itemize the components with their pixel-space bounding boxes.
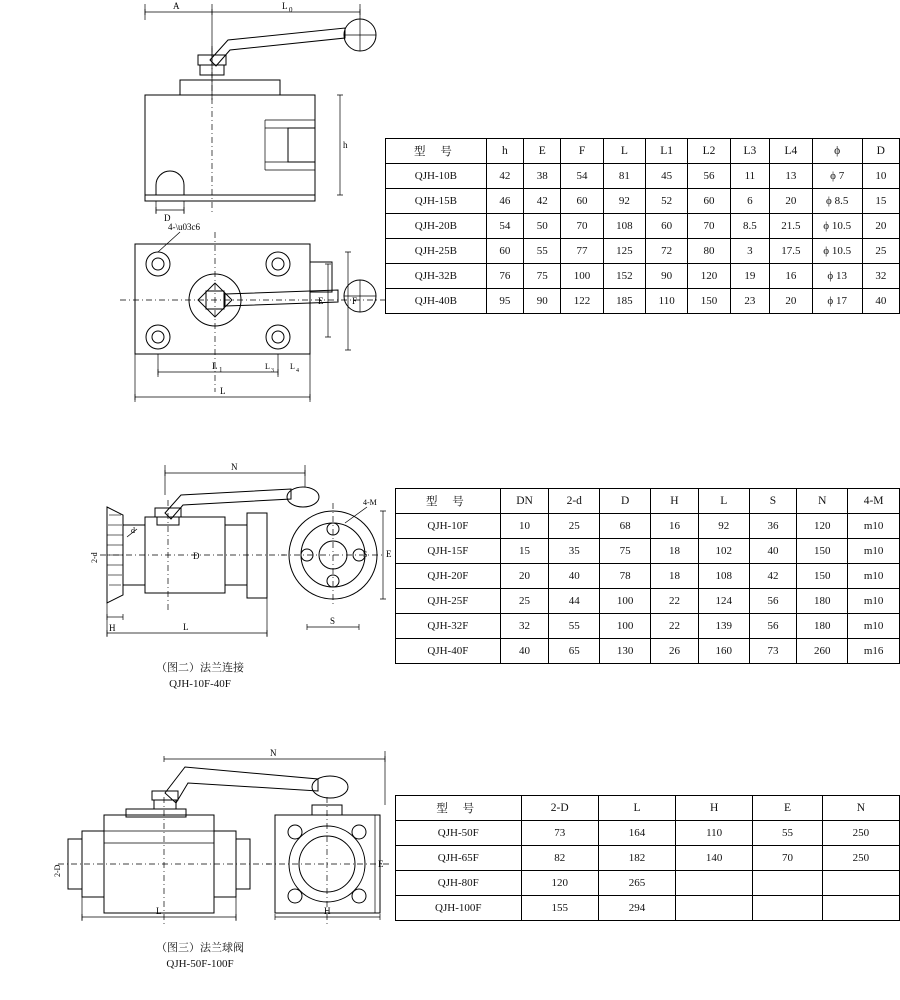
table2-r2-c2: 40 — [549, 564, 600, 589]
table3-r1-c5: 250 — [822, 846, 899, 871]
table3-r3-c5 — [822, 896, 899, 921]
svg-text:d: d — [131, 526, 135, 535]
table3-r0-c3: 110 — [676, 821, 753, 846]
table1-r1-c7: 6 — [730, 189, 769, 214]
table3-r0-c2: 164 — [598, 821, 675, 846]
table1-r1-c0: QJH-15B — [386, 189, 487, 214]
table2-r3-c4: 22 — [651, 589, 699, 614]
table3-r2-c3 — [676, 871, 753, 896]
table2-r3-c8: m10 — [848, 589, 900, 614]
table1-r0-c4: 81 — [603, 164, 645, 189]
svg-text:1: 1 — [219, 366, 223, 374]
table1-r0-c2: 38 — [524, 164, 561, 189]
table2-r0-c5: 92 — [698, 514, 749, 539]
table2-r1-c2: 35 — [549, 539, 600, 564]
table-row — [396, 871, 900, 896]
table1-r4-c1: 76 — [486, 264, 523, 289]
table2-r4-c4: 22 — [651, 614, 699, 639]
svg-text:L: L — [290, 362, 295, 371]
table1-r5-c7: 23 — [730, 289, 769, 314]
svg-text:4: 4 — [296, 368, 299, 374]
table3-r3-c0: QJH-100F — [396, 896, 522, 921]
table2-r4-c8: m10 — [848, 614, 900, 639]
spec-table-3 — [395, 795, 900, 921]
svg-text:A: A — [173, 1, 180, 11]
table1-r4-c6: 120 — [688, 264, 730, 289]
table3-r3-c4 — [753, 896, 823, 921]
table3-header-4: E — [753, 796, 823, 821]
table1-r1-c8: 20 — [770, 189, 813, 214]
table1-r1-c4: 92 — [603, 189, 645, 214]
table1-r3-c4: 125 — [603, 239, 645, 264]
table2-r2-c0: QJH-20F — [396, 564, 501, 589]
table2-r4-c1: 32 — [500, 614, 549, 639]
table1-r5-c0: QJH-40B — [386, 289, 487, 314]
table3-r1-c0: QJH-65F — [396, 846, 522, 871]
svg-text:4-M: 4-M — [363, 498, 377, 507]
table-header-row — [386, 139, 900, 164]
table3-r2-c5 — [822, 871, 899, 896]
table1-r2-c4: 108 — [603, 214, 645, 239]
table-row — [386, 239, 900, 264]
spec-table-2 — [395, 488, 900, 664]
table2-r3-c1: 25 — [500, 589, 549, 614]
table2-r2-c5: 108 — [698, 564, 749, 589]
table1-header-3: F — [561, 139, 603, 164]
svg-text:L: L — [156, 906, 162, 916]
table2-r3-c2: 44 — [549, 589, 600, 614]
svg-text:h: h — [343, 140, 348, 150]
svg-text:2-d: 2-d — [90, 552, 99, 563]
svg-text:E: E — [386, 549, 392, 559]
table1-r3-c5: 72 — [646, 239, 688, 264]
table3-r0-c4: 55 — [753, 821, 823, 846]
table1-r4-c9: ϕ 13 — [812, 264, 862, 289]
table2-r4-c5: 139 — [698, 614, 749, 639]
table1-r4-c4: 152 — [603, 264, 645, 289]
figure-3-caption-line1: （图三）法兰球阀 — [156, 942, 244, 954]
table2-r1-c4: 18 — [651, 539, 699, 564]
figure-1-drawing — [60, 0, 390, 430]
table-row — [386, 189, 900, 214]
table2-header-8: 4-M — [848, 489, 900, 514]
svg-text:N: N — [270, 748, 277, 758]
table2-r3-c7: 180 — [797, 589, 848, 614]
table1-r3-c2: 55 — [524, 239, 561, 264]
table1-r3-c6: 80 — [688, 239, 730, 264]
table3-r1-c2: 182 — [598, 846, 675, 871]
table1-r2-c10: 20 — [862, 214, 899, 239]
svg-text:L: L — [220, 386, 226, 396]
table1-r3-c1: 60 — [486, 239, 523, 264]
figure-3-caption — [105, 940, 295, 972]
table1-r4-c0: QJH-32B — [386, 264, 487, 289]
table1-r5-c4: 185 — [603, 289, 645, 314]
table-header-row — [396, 796, 900, 821]
table3-r3-c2: 294 — [598, 896, 675, 921]
table1-r0-c1: 42 — [486, 164, 523, 189]
table2-r5-c7: 260 — [797, 639, 848, 664]
table1-r5-c10: 40 — [862, 289, 899, 314]
table2-r4-c3: 100 — [600, 614, 651, 639]
svg-text:L: L — [265, 362, 270, 371]
figure-2-caption-line1: （图二）法兰连接 — [156, 662, 244, 674]
table3-r1-c1: 82 — [521, 846, 598, 871]
table2-header-2: 2-d — [549, 489, 600, 514]
table2-r5-c4: 26 — [651, 639, 699, 664]
table1-r5-c2: 90 — [524, 289, 561, 314]
table3-r2-c1: 120 — [521, 871, 598, 896]
table2-r2-c7: 150 — [797, 564, 848, 589]
figure-2-caption — [110, 660, 290, 692]
table2-r5-c5: 160 — [698, 639, 749, 664]
table2-r5-c6: 73 — [749, 639, 797, 664]
table2-header-1: DN — [500, 489, 549, 514]
table2-r5-c2: 65 — [549, 639, 600, 664]
table3-header-5: N — [822, 796, 899, 821]
figure-3-caption-line2: QJH-50F-100F — [166, 958, 234, 970]
table-row — [386, 164, 900, 189]
table1-r1-c2: 42 — [524, 189, 561, 214]
table2-r1-c0: QJH-15F — [396, 539, 501, 564]
table2-r2-c6: 42 — [749, 564, 797, 589]
table3-r2-c0: QJH-80F — [396, 871, 522, 896]
table2-r5-c1: 40 — [500, 639, 549, 664]
table2-r2-c4: 18 — [651, 564, 699, 589]
table1-r0-c3: 54 — [561, 164, 603, 189]
table1-r3-c7: 3 — [730, 239, 769, 264]
table2-r2-c3: 78 — [600, 564, 651, 589]
table3-r0-c5: 250 — [822, 821, 899, 846]
table1-r3-c8: 17.5 — [770, 239, 813, 264]
table1-r0-c7: 11 — [730, 164, 769, 189]
table1-header-5: L1 — [646, 139, 688, 164]
svg-text:2-D: 2-D — [53, 864, 62, 877]
table2-header-5: L — [698, 489, 749, 514]
svg-text:N: N — [231, 462, 238, 472]
table2-r4-c2: 55 — [549, 614, 600, 639]
table1-header-7: L3 — [730, 139, 769, 164]
table1-r1-c10: 15 — [862, 189, 899, 214]
svg-text:D: D — [164, 213, 171, 223]
spec-table-1 — [385, 138, 900, 314]
table1-r0-c6: 56 — [688, 164, 730, 189]
table3-r2-c4 — [753, 871, 823, 896]
table1-r1-c9: ϕ 8.5 — [812, 189, 862, 214]
table1-header-8: L4 — [770, 139, 813, 164]
table1-r1-c1: 46 — [486, 189, 523, 214]
table1-r4-c5: 90 — [646, 264, 688, 289]
table-row — [396, 821, 900, 846]
table-row — [396, 589, 900, 614]
svg-text:H: H — [109, 623, 116, 633]
table3-header-2: L — [598, 796, 675, 821]
svg-text:S: S — [330, 616, 336, 626]
table1-r2-c6: 70 — [688, 214, 730, 239]
table2-header-6: S — [749, 489, 797, 514]
table3-r0-c1: 73 — [521, 821, 598, 846]
table2-r1-c3: 75 — [600, 539, 651, 564]
table1-r2-c5: 60 — [646, 214, 688, 239]
table-row — [396, 514, 900, 539]
table1-r5-c3: 122 — [561, 289, 603, 314]
table1-r3-c3: 77 — [561, 239, 603, 264]
table3-r0-c0: QJH-50F — [396, 821, 522, 846]
svg-text:D: D — [193, 551, 200, 561]
table1-r1-c3: 60 — [561, 189, 603, 214]
table-row — [386, 214, 900, 239]
table1-r2-c8: 21.5 — [770, 214, 813, 239]
table1-r5-c8: 20 — [770, 289, 813, 314]
table2-r0-c8: m10 — [848, 514, 900, 539]
table2-r2-c1: 20 — [500, 564, 549, 589]
table2-r0-c0: QJH-10F — [396, 514, 501, 539]
svg-text:4-\u03c6: 4-\u03c6 — [168, 222, 200, 232]
svg-text:L: L — [183, 622, 189, 632]
table2-r1-c6: 40 — [749, 539, 797, 564]
svg-text:H: H — [324, 906, 331, 916]
table-row — [396, 846, 900, 871]
table1-r2-c9: ϕ 10.5 — [812, 214, 862, 239]
table2-r3-c6: 56 — [749, 589, 797, 614]
svg-text:E: E — [318, 296, 324, 306]
svg-text:L: L — [282, 1, 288, 11]
table1-header-6: L2 — [688, 139, 730, 164]
table3-header-3: H — [676, 796, 753, 821]
table-row — [396, 564, 900, 589]
figure-2-caption-line2: QJH-10F-40F — [169, 678, 231, 690]
table1-r2-c3: 70 — [561, 214, 603, 239]
table2-r4-c7: 180 — [797, 614, 848, 639]
table1-r4-c8: 16 — [770, 264, 813, 289]
table1-r5-c1: 95 — [486, 289, 523, 314]
table1-r0-c0: QJH-10B — [386, 164, 487, 189]
table1-header-1: h — [486, 139, 523, 164]
table1-header-4: L — [603, 139, 645, 164]
table2-r3-c0: QJH-25F — [396, 589, 501, 614]
table2-r3-c5: 124 — [698, 589, 749, 614]
table2-r4-c0: QJH-32F — [396, 614, 501, 639]
table2-r5-c8: m16 — [848, 639, 900, 664]
table-row — [396, 896, 900, 921]
table2-header-0: 型 号 — [425, 496, 470, 508]
table1-r0-c5: 45 — [646, 164, 688, 189]
table1-r2-c2: 50 — [524, 214, 561, 239]
table1-r0-c9: ϕ 7 — [812, 164, 862, 189]
table2-header-7: N — [797, 489, 848, 514]
table1-r2-c0: QJH-20B — [386, 214, 487, 239]
table1-r2-c1: 54 — [486, 214, 523, 239]
table-row — [386, 264, 900, 289]
svg-text:L: L — [212, 361, 218, 371]
table2-r5-c0: QJH-40F — [396, 639, 501, 664]
table-row — [396, 539, 900, 564]
table2-r5-c3: 130 — [600, 639, 651, 664]
table1-r1-c5: 52 — [646, 189, 688, 214]
table2-r1-c1: 15 — [500, 539, 549, 564]
svg-text:S: S — [363, 550, 368, 559]
table-row — [386, 289, 900, 314]
table1-r5-c6: 150 — [688, 289, 730, 314]
table3-r1-c3: 140 — [676, 846, 753, 871]
table-row — [396, 639, 900, 664]
table2-header-3: D — [600, 489, 651, 514]
table3-header-0: 型 号 — [436, 803, 481, 815]
table3-r3-c3 — [676, 896, 753, 921]
figure-3-drawing — [30, 735, 390, 930]
table1-r4-c10: 32 — [862, 264, 899, 289]
table2-r1-c5: 102 — [698, 539, 749, 564]
table2-r0-c4: 16 — [651, 514, 699, 539]
figure-2-drawing — [45, 455, 395, 655]
table1-r0-c10: 10 — [862, 164, 899, 189]
table2-r4-c6: 56 — [749, 614, 797, 639]
table2-r1-c8: m10 — [848, 539, 900, 564]
table2-r2-c8: m10 — [848, 564, 900, 589]
table2-r0-c6: 36 — [749, 514, 797, 539]
table2-header-4: H — [651, 489, 699, 514]
table1-r4-c7: 19 — [730, 264, 769, 289]
table2-r0-c3: 68 — [600, 514, 651, 539]
table-row — [396, 614, 900, 639]
svg-text:F: F — [352, 296, 358, 306]
table1-header-9: ϕ — [812, 139, 862, 164]
table1-r3-c9: ϕ 10.5 — [812, 239, 862, 264]
table2-r3-c3: 100 — [600, 589, 651, 614]
table1-r3-c0: QJH-25B — [386, 239, 487, 264]
table-header-row — [396, 489, 900, 514]
table1-r5-c9: ϕ 17 — [812, 289, 862, 314]
table2-r0-c1: 10 — [500, 514, 549, 539]
table1-r1-c6: 60 — [688, 189, 730, 214]
table3-r3-c1: 155 — [521, 896, 598, 921]
table1-r3-c10: 25 — [862, 239, 899, 264]
table1-r4-c2: 75 — [524, 264, 561, 289]
table1-r4-c3: 100 — [561, 264, 603, 289]
table2-r0-c7: 120 — [797, 514, 848, 539]
table3-header-1: 2-D — [521, 796, 598, 821]
table1-r2-c7: 8.5 — [730, 214, 769, 239]
svg-text:E: E — [378, 859, 384, 869]
table1-header-2: E — [524, 139, 561, 164]
table1-header-10: D — [862, 139, 899, 164]
svg-text:0: 0 — [289, 6, 293, 14]
table1-r5-c5: 110 — [646, 289, 688, 314]
table2-r1-c7: 150 — [797, 539, 848, 564]
table1-r0-c8: 13 — [770, 164, 813, 189]
table1-header-0: 型 号 — [413, 146, 458, 158]
table3-r2-c2: 265 — [598, 871, 675, 896]
table3-r1-c4: 70 — [753, 846, 823, 871]
table2-r0-c2: 25 — [549, 514, 600, 539]
svg-text:3: 3 — [271, 368, 274, 374]
